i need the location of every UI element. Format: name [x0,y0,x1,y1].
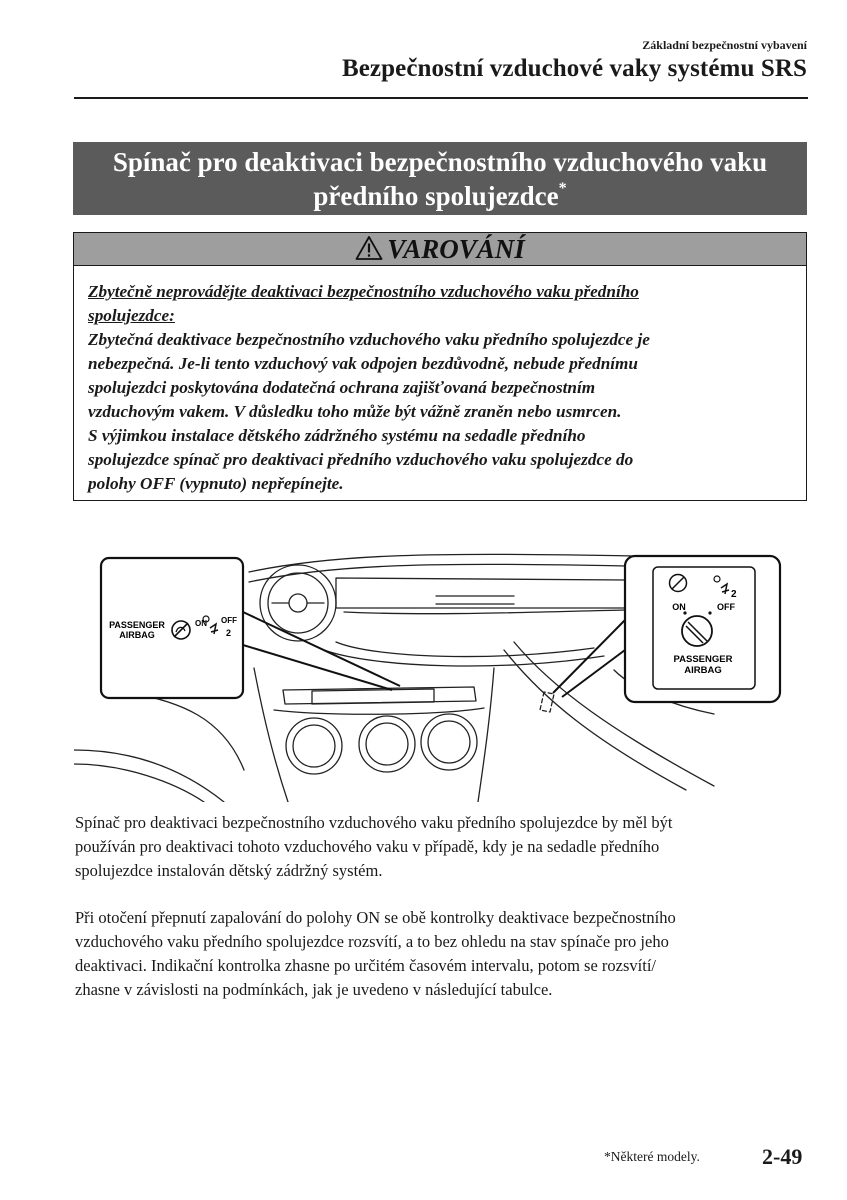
warning-body-line: spolujezdci poskytována dodatečná ochrana zajišťovaná bezpečnostním [88,378,596,397]
paragraph-line: deaktivaci. Indikační kontrolka zhasne po určitém časovém intervalu, potom se rozsvítí/ [75,956,656,975]
section-title-line-2-text: předního spolujezdce [313,181,559,211]
paragraph-line: Spínač pro deaktivaci bezpečnostního vzduchového vaku předního spolujezdce by měl být [75,813,673,832]
switch-callout [553,556,780,702]
warning-heading-line: spolujezdce: [88,306,175,325]
warning-body-line: vzduchovým vakem. V důsledku toho může být vážně zraněn nebo usmrcen. [88,402,622,421]
running-header-section: Základní bezpečnostní vybavení [642,38,807,52]
warning-text [88,280,788,496]
paragraph-line: Při otočení přepnutí zapalování do polohy ON se obě kontrolky deaktivace bezpečnostního [75,908,676,927]
paragraph-line: zhasne v závislosti na podmínkách, jak je uvedeno v následující tabulce. [75,980,553,999]
warning-body-line: nebezpečná. Je-li tento vzduchový vak odpojen bezdůvodně, nebude přednímu [88,354,638,373]
switch-label-passenger: PASSENGER [673,654,733,665]
page-number: 2-49 [762,1144,803,1169]
section-title-line-1: Spínač pro deaktivaci bezpečnostního vzduchového vaku [112,147,768,177]
warning-body-line: polohy OFF (vypnuto) nepřepínejte. [88,474,344,493]
switch-label-airbag: AIRBAG [684,665,722,676]
warning-heading-line: Zbytečně neprovádějte deaktivaci bezpečnostního vzduchového vaku předního [88,282,639,301]
warning-header [74,233,806,266]
paragraph-usage [75,811,810,883]
header-divider [74,97,808,99]
switch-off-sub: 2 [731,589,737,600]
paragraph-indicator [75,906,810,1002]
indicator-label-passenger: PASSENGER [109,620,165,630]
warning-body-line: S výjimkou instalace dětského zádržného systému na sedadle předního [88,426,586,445]
running-header-title: Bezpečnostní vzduchové vaky systému SRS [341,55,807,82]
paragraph-line: spolujezdce instalován dětský zádržný systém. [75,861,383,880]
paragraph-line: používán pro deaktivaci tohoto vzduchového vaku v případě, kdy je na sedadle předního [75,837,660,856]
warning-body-line: Zbytečná deaktivace bezpečnostního vzduchového vaku předního spolujezdce je [88,330,650,349]
footnote: *Některé modely. [604,1149,700,1164]
paragraph-line: vzduchového vaku předního spolujezdce rozsvítí, a to bez ohledu na stav spínače pro jeho [75,932,669,951]
switch-off-label: OFF [717,602,735,612]
indicator-on-label: ON [195,619,207,628]
warning-body-line: spolujezdce spínač pro deaktivaci předního vzduchového vaku spolujezdce do [88,450,634,469]
warning-title: VAROVÁNÍ [387,233,525,264]
warning-box [73,232,807,501]
indicator-off-sub: 2 [226,628,232,638]
indicator-label-airbag: AIRBAG [119,630,155,640]
section-title-asterisk: * [558,180,567,197]
indicator-off-label: OFF [221,616,237,625]
section-title-banner [73,142,807,215]
section-title-line-2 [73,179,807,213]
warning-triangle-icon [355,235,383,261]
dashboard-illustration [74,550,808,802]
switch-on-label: ON [672,602,686,612]
